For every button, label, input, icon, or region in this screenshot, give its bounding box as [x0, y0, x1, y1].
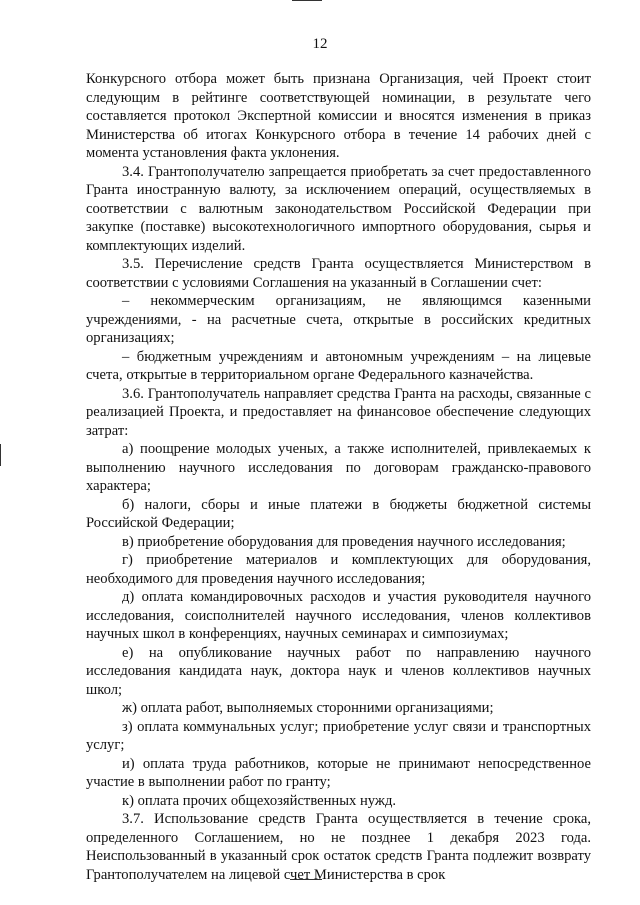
scan-mark-left [0, 444, 1, 466]
scan-mark-top [292, 0, 322, 1]
list-item: и) оплата труда работников, которые не принимают непосредственное участие в выполнении работ по гранту; [86, 755, 591, 790]
list-item: е) на опубликование научных работ по направлению научного исследования кандидата наук, доктора наук и членов коллективов научных школ; [86, 644, 591, 698]
list-item: – некоммерческим организациям, не являющимся казенными учреждениями, - на расчетные счета, открытые в российских кредитных организациях; [86, 293, 591, 346]
list-item: б) налоги, сборы и иные платежи в бюджеты бюджетной системы Российской Федерации; [86, 496, 591, 531]
paragraph: 3.5. Перечисление средств Гранта осуществляется Министерством в соответствии с условиями Соглашения на указанный в Соглашении счет: [86, 256, 591, 291]
list-item: а) поощрение молодых ученых, а также исполнителей, привлекаемых к выполнению научного исследования по договорам гражданско-правового характера; [86, 441, 591, 494]
paragraph: 3.7. Использование средств Гранта осуществляется в течение срока, определенного Соглашением, но не позднее 1 декабря 2023 года. Неиспользованный в указанный срок остаток средств Гранта подлежит возврату Грантополучателем на лицевой счет Министерства в срок [86, 811, 591, 883]
page-number: 12 [312, 36, 328, 52]
list-item: д) оплата командировочных расходов и участия руководителя научного исследования, соисполнителей научного исследования, членов коллективов научных школ в конференциях, научных семинарах и симпозиумах; [86, 589, 591, 642]
list-item: в) приобретение оборудования для проведения научного исследования; [122, 533, 566, 550]
list-item: ж) оплата работ, выполняемых сторонними организациями; [122, 700, 494, 716]
document-body [86, 70, 591, 884]
paragraph: 3.4. Грантополучателю запрещается приобретать за счет предоставленного Гранта иностранную валюту, за исключением операций, осуществляемых в соответствии с валютным законодательством Российской Федерации при закупке (поставке) высокотехнологичного импортного оборудования, сырья и комплектующих изделий. [86, 163, 591, 254]
list-item: г) приобретение материалов и комплектующих для оборудования, необходимого для проведения научного исследования; [86, 552, 591, 587]
paragraph: 3.6. Грантополучатель направляет средства Гранта на расходы, связанные с реализацией Проекта, и предоставляет на финансовое обеспечение следующих затрат: [86, 385, 591, 439]
paragraph: Конкурсного отбора может быть признана Организация, чей Проект стоит следующим в рейтинге соответствующей номинации, в результате чего составляется протокол Экспертной комиссии и вносятся изменения в приказ Министерства об итогах Конкурсного отбора в течение 14 рабочих дней с момента установления факта уклонения. [86, 71, 591, 161]
list-item: з) оплата коммунальных услуг; приобретение услуг связи и транспортных услуг; [86, 718, 591, 753]
list-item: к) оплата прочих общехозяйственных нужд. [122, 792, 397, 809]
list-item: – бюджетным учреждениям и автономным учреждениям – на лицевые счета, открытые в территориальном органе Федерального казначейства. [86, 348, 591, 383]
